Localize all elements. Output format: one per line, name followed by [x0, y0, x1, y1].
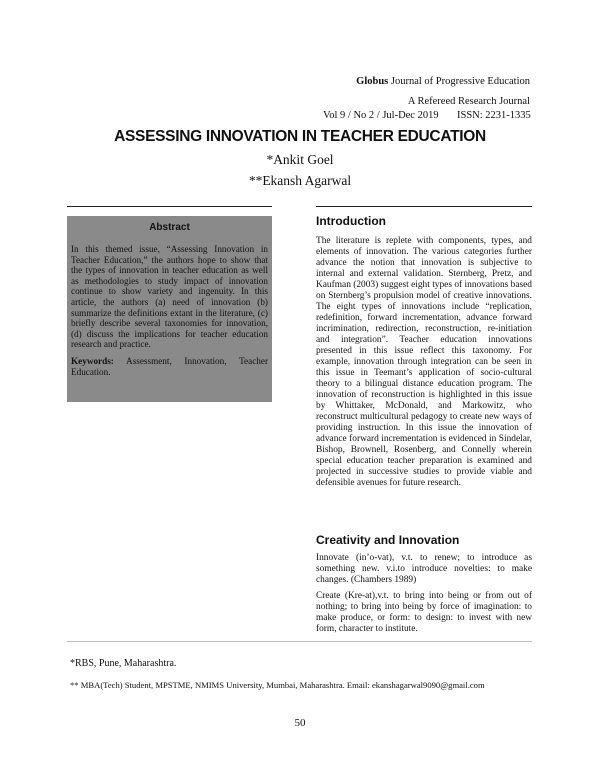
abstract-heading: Abstract [149, 222, 190, 233]
refereed-label: A Refereed Research Journal [407, 96, 530, 107]
abstract-box [67, 216, 272, 402]
creativity-para-1: Innovate (in’o-vat), v.t. to renew; to introduce as something new. v.i.to introduce novelties: to make changes. (Chambers 1989) [316, 553, 532, 585]
introduction-text: The literature is replete with components, types, and elements of innovation. The various categories further advance the notion that innovation is subjective to internal and external validation. Sternberg, Pretz, and Kaufman (2003) suggest eight types of innovations based on Sternberg’s propulsion model of creative innovations. The eight types of innovations include “replication, redefinition, forward incrementation, advance forward incrimination, redirection, reconstruction, re-initiation and integration”. Teacher education innovations presented in this issue reflect this taxonomy. For example, innovation through integration can be seen in this issue in Teemant’s application of socio-cultural theory to a bilingual distance education program. The innovation of reconstruction is highlighted in this issue by Whittaker, McDonald, and Markowitz, who reconstruct multicultural pedagogy to create new ways of providing instruction. In this issue the innovation of advance forward incrementation is evidenced in Sindelar, Bishop, Brownell, Rosenberg, and Connelly wherein special education teacher preparation is examined and projected in successive studies to provide viable and defensible avenues for future research. [316, 236, 532, 488]
page-number: 50 [294, 717, 306, 729]
journal-name [356, 75, 530, 88]
creativity-para-2: Create (Kre-at),v.t. to bring into being or from out of nothing; to bring into being by force of imagination: to make produce, or form: to design: to invest with new form, character to institute. [316, 591, 532, 634]
right-divider [316, 206, 532, 207]
volume-info: Vol 9 / No 2 / Jul-Dec 2019 [323, 110, 439, 121]
introduction-heading: Introduction [316, 214, 386, 228]
keywords-list: Assessment, Innovation, Teacher Education. [71, 355, 268, 377]
footnote-1: *RBS, Pune, Maharashtra. [70, 658, 177, 669]
creativity-heading: Creativity and Innovation [316, 533, 460, 547]
abstract-text: In this themed issue, “Assessing Innovation in Teacher Education,” the authors hope to show that the types of innovation in teacher education as well as methodologies to study impact of innovation continue to show variety and ingenuity. In this article, the authors (a) need of innovation (b) summarize the definitions extant in the literature, (c) briefly describe several taxonomies for innovation, (d) discuss the implications for teacher education research and practice. [71, 244, 268, 350]
abstract-keywords [71, 356, 268, 377]
issn: ISSN: 2231-1335 [457, 110, 531, 121]
article-title: ASSESSING INNOVATION IN TEACHER EDUCATION [114, 128, 486, 145]
footnote-divider [67, 641, 532, 642]
author-2: **Ekansh Agarwal [248, 173, 352, 188]
journal-name-bold: Globus [356, 76, 389, 87]
left-divider [67, 206, 272, 207]
journal-name-rest: Journal of Progressive Education [388, 76, 530, 87]
footnote-2: ** MBA(Tech) Student, MPSTME, NMIMS University, Mumbai, Maharashtra. Email: ekanshagarwal9090@gmail.com [70, 680, 485, 690]
author-1: *Ankit Goel [266, 152, 334, 167]
keywords-label: Keywords: [71, 355, 114, 366]
